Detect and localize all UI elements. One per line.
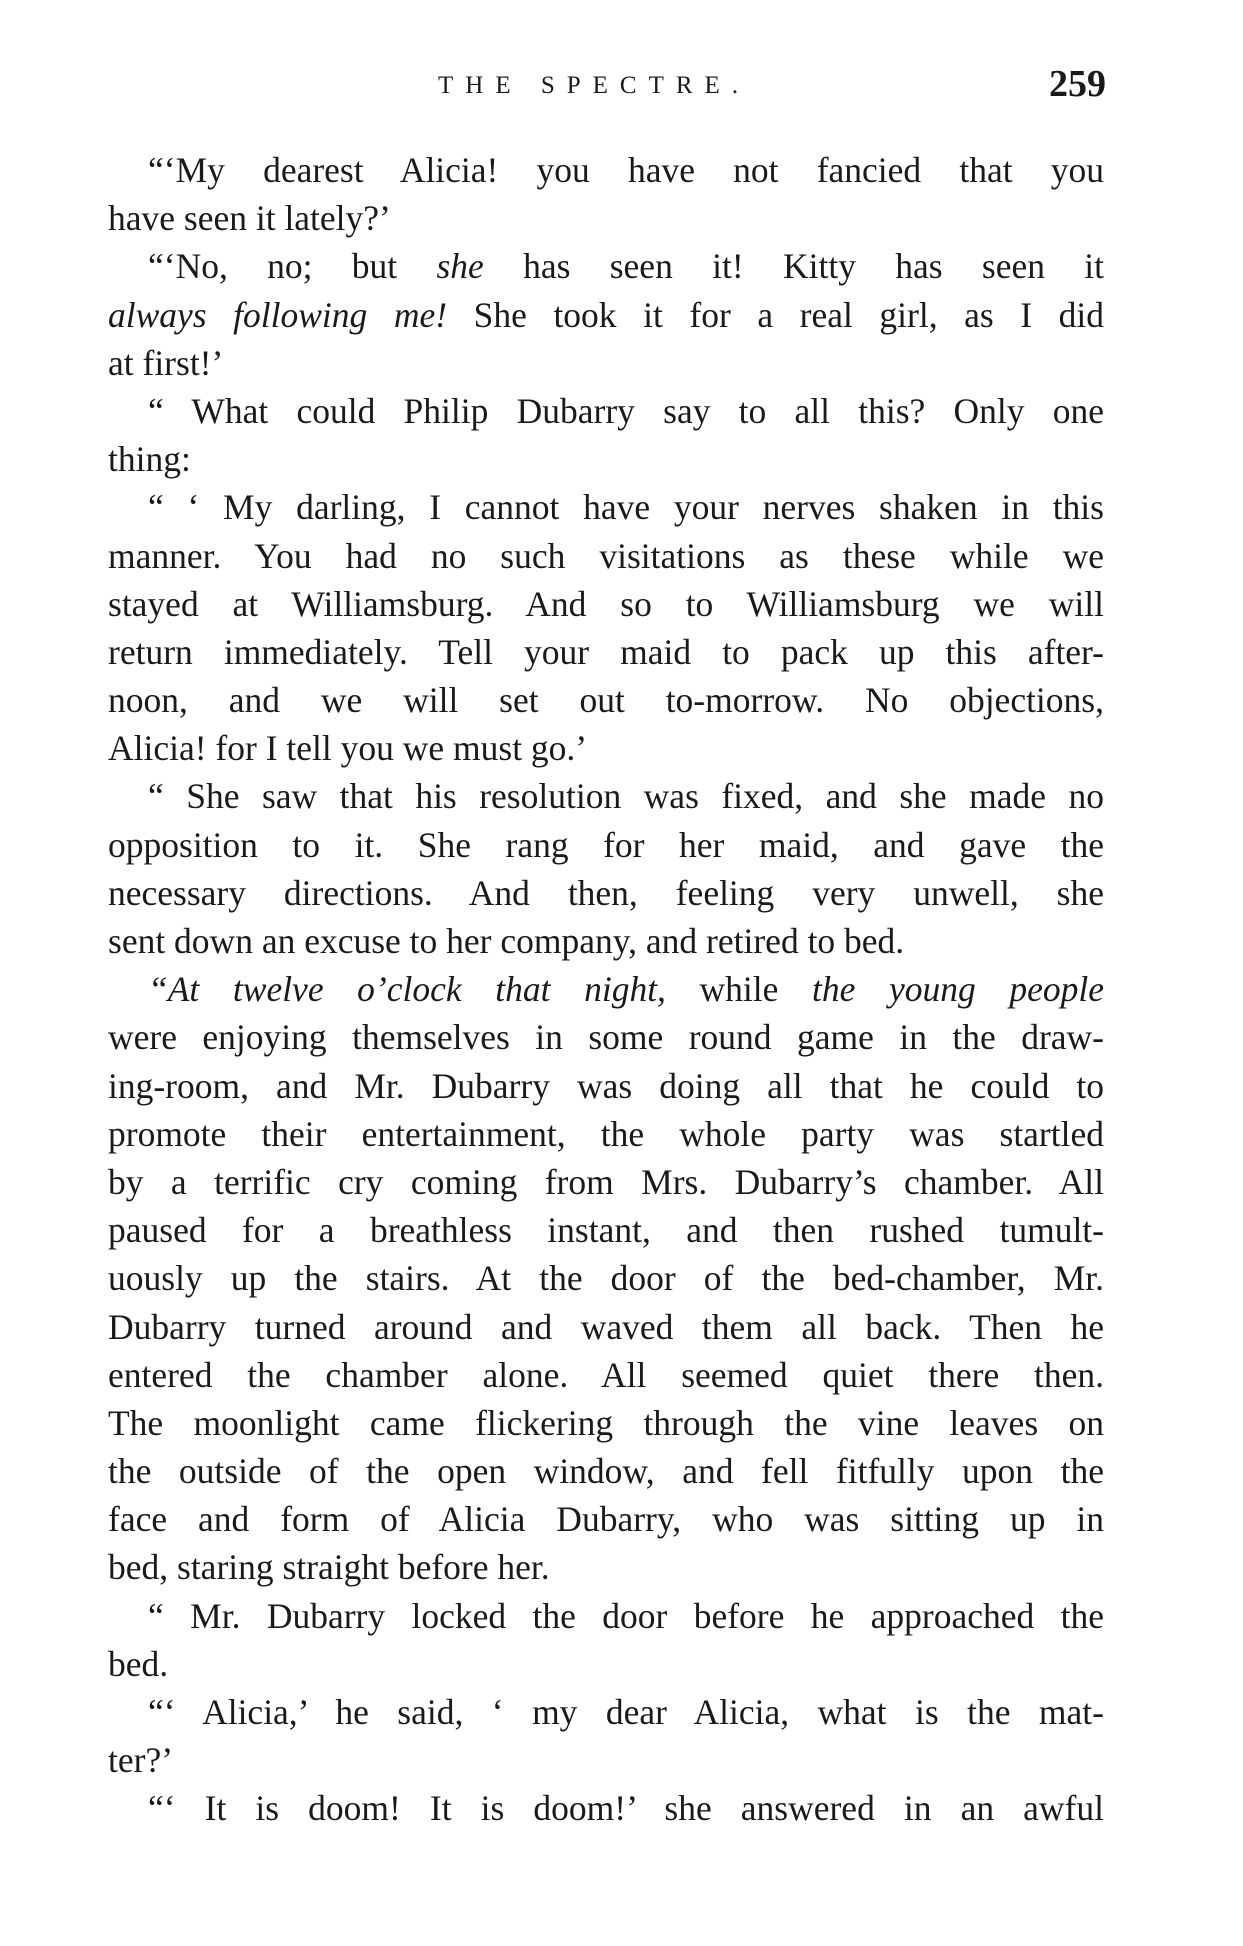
text-line xyxy=(108,1592,1104,1640)
text-segment: manner. You had no such visitations as these while we xyxy=(108,535,1104,576)
text-line xyxy=(108,821,1104,869)
text-segment: paused for a breathless instant, and then rushed tumult- xyxy=(108,1210,1104,1251)
body-text xyxy=(108,146,1104,1833)
text-line xyxy=(108,242,1104,290)
text-line xyxy=(108,1110,1104,1158)
text-line xyxy=(108,532,1104,580)
text-segment: Alicia! for I tell you we must go.’ xyxy=(108,728,588,769)
text-segment: She took it for a real girl, as I did xyxy=(447,294,1104,335)
text-segment: promote their entertainment, the whole party was startled xyxy=(108,1113,1104,1154)
text-segment: while xyxy=(665,969,813,1010)
text-segment: “ Mr. Dubarry locked the door before he approached the xyxy=(148,1595,1104,1636)
text-segment: face and form of Alicia Dubarry, who was sitting up in xyxy=(108,1499,1104,1540)
text-line xyxy=(108,339,1104,387)
text-segment: uously up the stairs. At the door of the bed-chamber, Mr. xyxy=(108,1258,1104,1299)
text-segment: bed. xyxy=(108,1643,169,1684)
text-line xyxy=(108,435,1104,483)
text-line xyxy=(108,1158,1104,1206)
text-line xyxy=(108,724,1104,772)
text-segment: bed, staring straight before her. xyxy=(108,1547,550,1588)
text-segment: ter?’ xyxy=(108,1740,174,1781)
running-head xyxy=(0,63,1243,108)
text-segment: has seen it! Kitty has seen it xyxy=(483,246,1104,287)
text-line xyxy=(108,965,1104,1013)
running-title: THE SPECTRE. xyxy=(438,72,751,99)
text-line xyxy=(108,146,1104,194)
text-line xyxy=(108,1062,1104,1110)
text-segment: entered the chamber alone. All seemed quiet there then. xyxy=(108,1354,1104,1395)
text-segment: by a terrific cry coming from Mrs. Dubarry’s chamber. All xyxy=(108,1161,1104,1202)
text-line xyxy=(108,1640,1104,1688)
text-line xyxy=(108,1351,1104,1399)
text-segment: “‘ Alicia,’ he said, ‘ my dear Alicia, what is the mat- xyxy=(148,1692,1104,1732)
text-segment: ing-room, and Mr. Dubarry was doing all that he could to xyxy=(108,1065,1104,1106)
text-line xyxy=(108,1495,1104,1543)
text-segment: thing: xyxy=(108,439,191,480)
text-segment: “ She saw that his resolution was fixed, and she made no xyxy=(148,776,1104,817)
text-line xyxy=(108,194,1104,242)
text-segment: The moonlight came flickering through the vine leaves on xyxy=(108,1402,1104,1443)
text-line xyxy=(108,387,1104,435)
text-line xyxy=(108,483,1104,531)
text-segment: “ What could Philip Dubarry say to all this? Only one xyxy=(148,390,1104,431)
text-line xyxy=(108,772,1104,820)
text-line xyxy=(108,1399,1104,1447)
text-line xyxy=(108,1688,1104,1736)
text-line xyxy=(108,1736,1104,1784)
text-segment: “‘ It is doom! It is doom!’ she answered in an awful xyxy=(148,1788,1104,1829)
text-segment: “‘No, no; but xyxy=(148,246,437,287)
text-segment: noon, and we will set out to-morrow. No objections, xyxy=(108,680,1104,721)
text-line xyxy=(108,1303,1104,1351)
text-line xyxy=(108,1784,1104,1832)
text-segment: Dubarry turned around and waved them all back. Then he xyxy=(108,1306,1104,1347)
text-line xyxy=(108,917,1104,965)
text-line xyxy=(108,580,1104,628)
text-line xyxy=(108,676,1104,724)
text-segment: were enjoying themselves in some round game in the draw- xyxy=(108,1017,1104,1058)
text-line xyxy=(108,1013,1104,1061)
text-segment: “‘My dearest Alicia! you have not fancied that you xyxy=(148,150,1104,190)
text-line xyxy=(108,1447,1104,1495)
text-line xyxy=(108,628,1104,676)
text-segment: return immediately. Tell your maid to pack up this after- xyxy=(108,631,1104,672)
italic-text: the young people xyxy=(812,969,1104,1010)
italic-text: always following me! xyxy=(108,294,448,335)
text-segment: at first!’ xyxy=(108,342,224,383)
text-segment: “ ‘ My darling, I cannot have your nerves shaken in this xyxy=(148,487,1104,528)
italic-text: she xyxy=(436,246,484,287)
text-segment: stayed at Williamsburg. And so to Williamsburg we will xyxy=(108,583,1104,624)
text-segment: opposition to it. She rang for her maid, and gave the xyxy=(108,824,1104,865)
text-line xyxy=(108,1543,1104,1591)
text-line xyxy=(108,291,1104,339)
text-segment: sent down an excuse to her company, and retired to bed. xyxy=(108,921,905,961)
text-line xyxy=(108,1254,1104,1302)
text-segment: the outside of the open window, and fell fitfully upon the xyxy=(108,1451,1104,1492)
text-segment: necessary directions. And then, feeling very unwell, she xyxy=(108,872,1104,913)
text-segment: have seen it lately?’ xyxy=(108,198,391,239)
text-line xyxy=(108,869,1104,917)
text-line xyxy=(108,1206,1104,1254)
page-number: 259 xyxy=(1049,63,1106,105)
italic-text: “At twelve o’clock that night, xyxy=(148,969,666,1010)
